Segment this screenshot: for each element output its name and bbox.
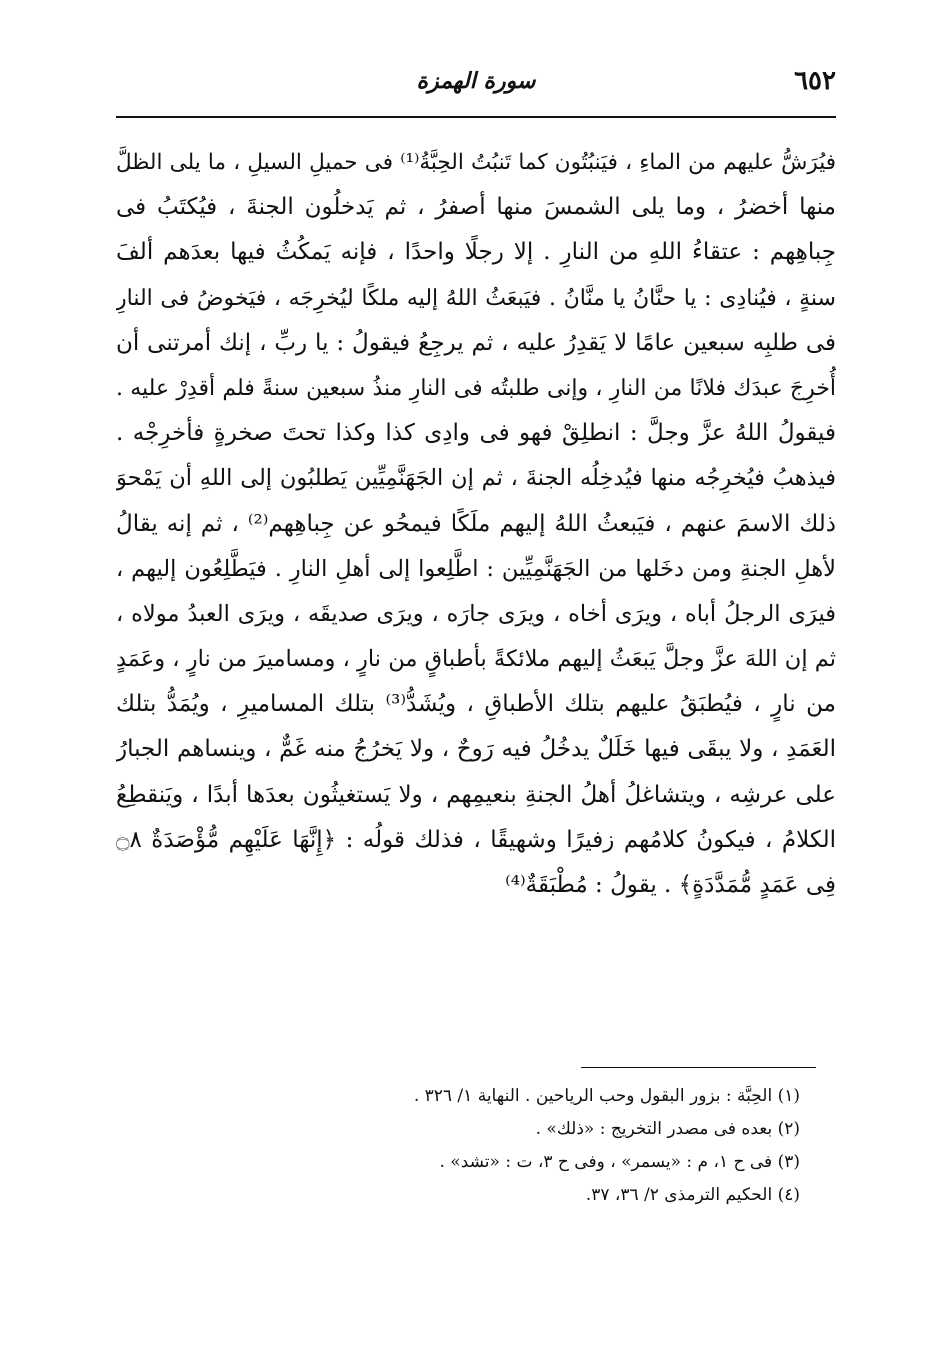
text-line: سنةٍ ، فيُنادِى : يا حنَّانُ يا منَّانُ . فيَبعَثُ اللهُ إليه ملكًا ليُخرِجَه ، فيَخوضُ فى النارِ [116, 285, 836, 311]
footnote: (١) الحِبَّة : بزور البقول وحب الرياحين . النهاية ١/ ٣٢٦ . [413, 1086, 800, 1106]
text-line-last: فِى عَمَدٍ مُّمَدَّدَةٍ﴾ . يقولُ : مُطْبَقَةٌ⁽⁴⁾ [505, 872, 836, 898]
text-line: فيرَى الرجلُ أباه ، ويرَى أخاه ، ويرَى جارَه ، ويرَى صديقَه ، ويرَى العبدُ مولاه ، [116, 600, 836, 627]
text-line: ثم إن اللهَ عزَّ وجلَّ يَبعَثُ إليهم ملائكةً بأطباقٍ من نارٍ ، ومساميرَ من نارٍ ، وعَمَدٍ [116, 646, 836, 673]
footnotes [100, 1080, 800, 1212]
page-header [116, 66, 836, 106]
text-line: من نارٍ ، فيُطبَقُ عليهم بتلك الأطباقِ ، ويُشَدُّ⁽³⁾ بتلك المساميرِ ، ويُمَدُّ بتلك [116, 691, 836, 718]
text-line: أُخرِجَ عبدَك فلانًا من النارِ ، وإنى طلبتُه فى النارِ منذُ سبعين سنةً فلم أقدِرْ عليه . [116, 375, 836, 401]
text-line: منها أخضرُ ، وما يلى الشمسَ منها أصفرُ ، ثم يَدخلُون الجنةَ ، فيُكتَبُ فى [116, 194, 836, 221]
footnote: (٣) فى ح ١، م : «يسمر» ، وفى ح ٣، ت : «تشد» . [439, 1152, 800, 1172]
text-line: فيقولُ اللهُ عزَّ وجلَّ : انطلِقْ فهو فى وادِى كذا وكذا تحتَ صخرةٍ فأخرِجْه . [116, 420, 836, 447]
text-line: ذلك الاسمَ عنهم ، فيَبعثُ اللهُ إليهم ملَكًا فيمحُو عن جِباهِهم⁽²⁾ ، ثم إنه يقالُ [116, 510, 836, 537]
text-line: فيُرَشُّ عليهم من الماءِ ، فيَنبُتُون كما تَنبُتُ الحِبَّةُ⁽¹⁾ فى حميلِ السيلِ ، ما يلى الظلَّ [116, 150, 836, 175]
text-line: على عرشِه ، ويتشاغلُ أهلُ الجنةِ بنعيمِهم ، ولا يَستغيثُون بعدَها أبدًا ، ويَنقطِعُ [116, 781, 836, 808]
main-text [116, 140, 836, 908]
text-line: العَمَدِ ، ولا يبقَى فيها خَلَلٌ يدخُلُ فيه رَوحٌ ، ولا يَخرُجُ منه غَمٌّ ، وينساهم الجبارُ [116, 736, 836, 763]
text-line: فى طلبِه سبعين عامًا لا يَقدِرُ عليه ، ثم يرجِعُ فيقولُ : يا ربِّ ، إنك أمرتنى أن [116, 329, 836, 356]
running-title: سورة الهمزة [416, 68, 536, 94]
footnote-divider [581, 1067, 816, 1068]
text-line: الكلامُ ، فيكونُ كلامُهم زفيرًا وشهيقًا ، فذلك قولُه : ﴿إِنَّهَا عَلَيْهِم مُّؤْصَدَةٌ ۝٨ [116, 826, 836, 853]
text-line: لأهلِ الجنةِ ومن دخَلها من الجَهَنَّمِيِّين : اطَّلِعوا إلى أهلِ النارِ . فيَطَّلِعُون إليهم ، [116, 555, 836, 582]
footnote: (٢) بعده فى مصدر التخريج : «ذلك» . [535, 1119, 800, 1139]
header-divider [116, 116, 836, 118]
text-line: فيذهبُ فيُخرِجُه منها فيُدخِلُه الجنةَ ، ثم إن الجَهَنَّمِيِّين يَطلبُون إلى اللهِ أن يَمْحوَ [116, 465, 836, 492]
footnote: (٤) الحكيم الترمذى ٢/ ٣٦، ٣٧. [585, 1185, 800, 1205]
text-line: جِباهِهم : عتقاءُ اللهِ من النارِ . إلا رجلًا واحدًا ، فإنه يَمكُثُ فيها بعدَهم ألفَ [116, 239, 836, 266]
page-number: ٦٥٢ [794, 66, 836, 96]
